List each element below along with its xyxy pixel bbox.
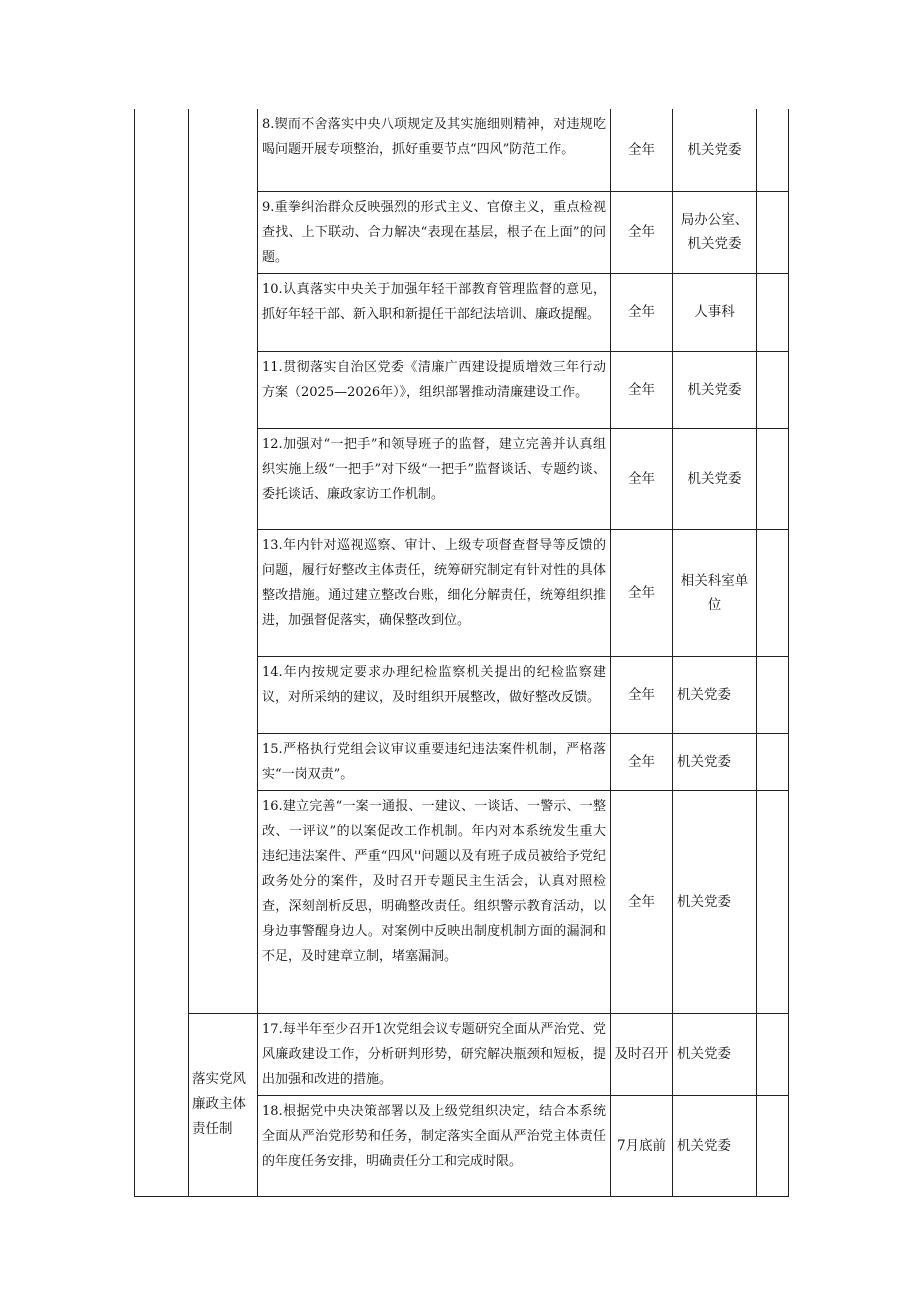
task-content: 8.锲而不舍落实中央八项规定及其实施细则精神，对违规吃喝问题开展专项整治，抓好重要节点“四风”防范工作。 (258, 109, 611, 191)
task-table (134, 109, 789, 1197)
remark-cell (757, 109, 789, 191)
task-content: 14.年内按规定要求办理纪检监察机关提出的纪检监察建议，对所采纳的建议，及时组织开展整改，做好整改反馈。 (258, 656, 611, 733)
task-dept: 机关党委 (673, 428, 757, 529)
task-dept: 机关党委 (673, 109, 757, 191)
task-dept: 机关党委 (673, 790, 757, 1013)
task-content: 16.建立完善“一案一通报、一建议、一谈话、一警示、一整改、一评议”的以案促改工作机制。年内对本系统发生重大违纪违法案件、严重“四风''问题以及有班子成员被给予党纪政务处分的案件，及时召开专题民主生活会，认真对照检查，深刻剖析反思，明确整改责任。组织警示教育活动，以身边事警醒身边人。对案例中反映出制度机制方面的漏洞和不足，及时建章立制，堵塞漏洞。 (258, 790, 611, 1013)
remark-cell (757, 1095, 789, 1196)
task-dept: 机关党委 (673, 1095, 757, 1196)
task-content: 13.年内针对巡视巡察、审计、上级专项督查督导等反馈的问题，履行好整改主体责任，统筹研究制定有针对性的具体整改措施。通过建立整改台账，细化分解责任，统筹组织推进，加强督促落实，确保整改到位。 (258, 529, 611, 656)
remark-cell (757, 273, 789, 351)
remark-cell (757, 790, 789, 1013)
task-dept: 人事科 (673, 273, 757, 351)
remark-cell (757, 656, 789, 733)
task-time: 全年 (611, 529, 673, 656)
task-time: 7月底前 (611, 1095, 673, 1196)
task-content: 18.根据党中央决策部署以及上级党组织决定，结合本系统全面从严治党形势和任务，制定落实全面从严治党主体责任的年度任务安排，明确责任分工和完成时限。 (258, 1095, 611, 1196)
task-time: 全年 (611, 428, 673, 529)
task-dept: 机关党委 (673, 733, 757, 790)
remark-cell (757, 733, 789, 790)
task-dept: 机关党委 (673, 351, 757, 428)
task-content: 11.贯彻落实自治区党委《清廉广西建设提质增效三年行动方案（2025—2026年）》，组织部署推动清廉建设工作。 (258, 351, 611, 428)
category-label: 落实党风廉政主体责任制 (189, 1013, 258, 1196)
task-content: 12.加强对“一把手”和领导班子的监督，建立完善并认真组织实施上级“一把手”对下级“一把手”监督谈话、专题约谈、委托谈话、廉政家访工作机制。 (258, 428, 611, 529)
task-dept: 机关党委 (673, 1013, 757, 1095)
task-content: 15.严格执行党组会议审议重要违纪违法案件机制，严格落实“一岗双责”。 (258, 733, 611, 790)
subcategory-cell (189, 109, 258, 1013)
task-content: 9.重拳纠治群众反映强烈的形式主义、官僚主义，重点检视查找、上下联动、合力解决“表现在基层，根子在上面”的问题。 (258, 191, 611, 273)
task-content: 17.每半年至少召开1次党组会议专题研究全面从严治党、党风廉政建设工作，分析研判形势，研究解决瓶颈和短板，提出加强和改进的措施。 (258, 1013, 611, 1095)
task-time: 全年 (611, 191, 673, 273)
task-dept: 机关党委 (673, 656, 757, 733)
task-content: 10.认真落实中央关于加强年轻干部教育管理监督的意见，抓好年轻干部、新入职和新提任干部纪法培训、廉政提醒。 (258, 273, 611, 351)
remark-cell (757, 1013, 789, 1095)
remark-cell (757, 428, 789, 529)
task-time: 全年 (611, 109, 673, 191)
remark-cell (757, 351, 789, 428)
remark-cell (757, 529, 789, 656)
task-time: 全年 (611, 733, 673, 790)
task-time: 全年 (611, 790, 673, 1013)
task-time: 全年 (611, 656, 673, 733)
task-time: 及时召开 (611, 1013, 673, 1095)
table-row (135, 109, 789, 191)
task-dept: 局办公室、机关党委 (673, 191, 757, 273)
task-time: 全年 (611, 273, 673, 351)
task-dept: 相关科室单位 (673, 529, 757, 656)
task-time: 全年 (611, 351, 673, 428)
table-row (135, 1013, 789, 1095)
outer-category-cell (135, 109, 189, 1196)
remark-cell (757, 191, 789, 273)
